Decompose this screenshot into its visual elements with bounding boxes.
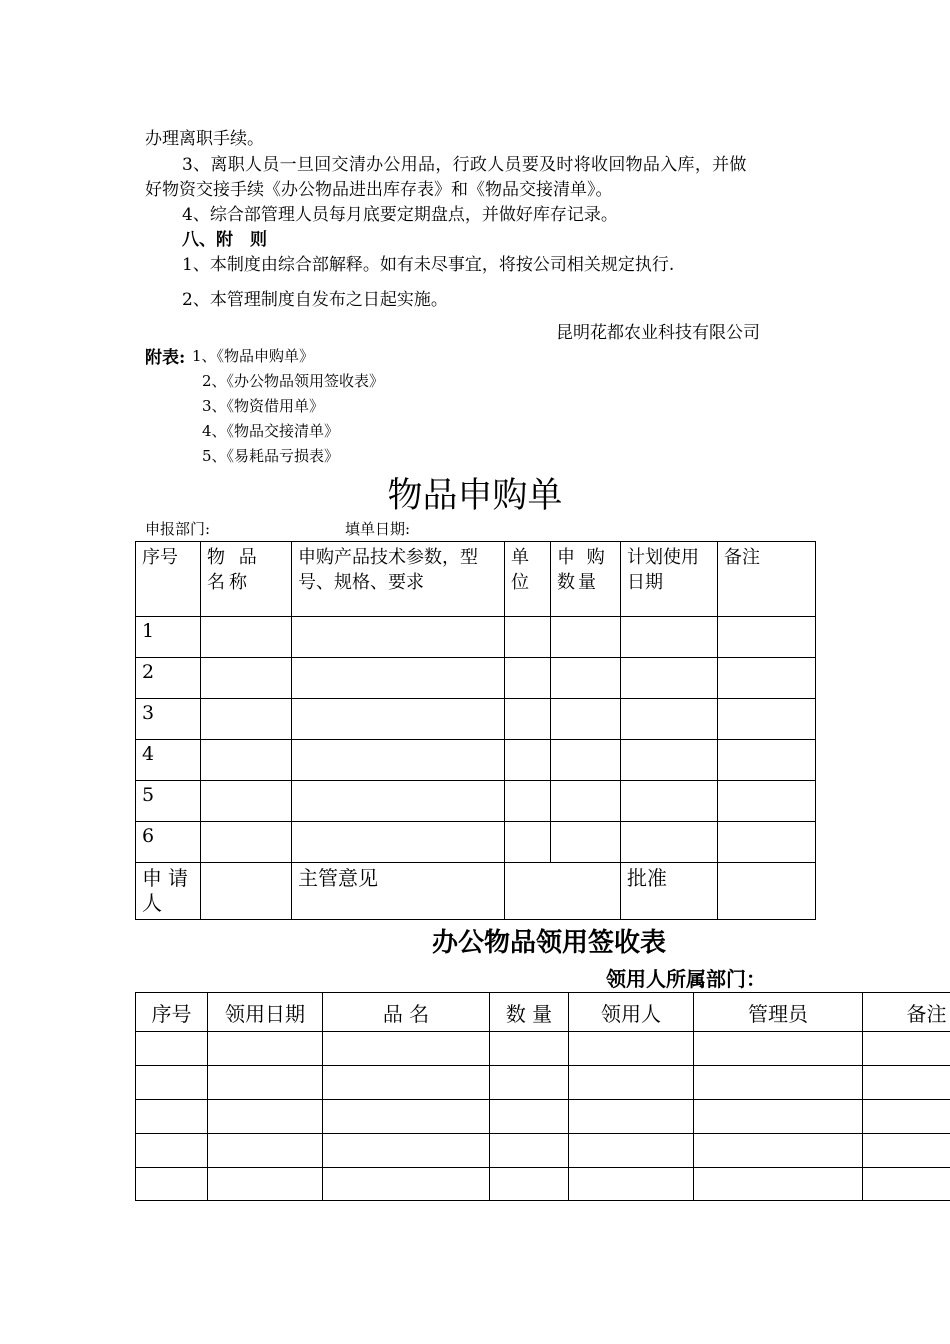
table-cell[interactable]	[490, 1100, 569, 1134]
table-cell[interactable]	[621, 617, 718, 658]
company-name: 昆明花都农业科技有限公司	[556, 323, 760, 343]
table-cell[interactable]	[551, 740, 621, 781]
table-cell[interactable]	[208, 1032, 323, 1066]
body-line: 3、离职人员一旦回交清办公用品，行政人员要及时将收回物品入库，并做	[182, 155, 747, 175]
purchase-form-title: 物品申购单	[387, 476, 563, 516]
header-cell: 单位	[505, 542, 551, 617]
attachments-label: 附表:	[145, 348, 186, 368]
attachment-item: 2、《办公物品领用签收表》	[202, 372, 385, 390]
approval-label: 批准	[621, 863, 718, 920]
table-cell[interactable]	[551, 781, 621, 822]
table-row	[136, 617, 816, 658]
table-cell[interactable]	[292, 822, 505, 863]
table-cell[interactable]	[136, 1168, 208, 1201]
table-cell[interactable]	[569, 1100, 694, 1134]
table-cell[interactable]	[621, 699, 718, 740]
attachment-item: 1、《物品申购单》	[192, 347, 315, 365]
table-cell[interactable]	[136, 1066, 208, 1100]
table-cell[interactable]	[718, 617, 816, 658]
table-cell[interactable]	[490, 1134, 569, 1168]
header-cell: 序号	[136, 542, 201, 617]
table-cell[interactable]	[201, 699, 292, 740]
table-cell[interactable]	[323, 1134, 490, 1168]
table-cell[interactable]	[863, 1134, 950, 1168]
header-cell: 物 品 名称	[201, 542, 292, 617]
table-cell[interactable]	[569, 1168, 694, 1201]
approval-value[interactable]	[718, 863, 816, 920]
table-cell[interactable]	[136, 1134, 208, 1168]
body-line: 办理离职手续。	[145, 129, 264, 149]
table-row	[136, 1168, 950, 1201]
table-cell[interactable]	[718, 699, 816, 740]
table-cell[interactable]	[323, 1066, 490, 1100]
row-number: 1	[136, 617, 201, 658]
header-cell: 申 购数量	[551, 542, 621, 617]
receipt-table	[135, 992, 950, 1201]
row-number: 5	[136, 781, 201, 822]
table-cell[interactable]	[569, 1066, 694, 1100]
table-cell[interactable]	[621, 740, 718, 781]
supervisor-opinion-label: 主管意见	[292, 863, 505, 920]
table-cell[interactable]	[323, 1168, 490, 1201]
table-cell[interactable]	[323, 1032, 490, 1066]
row-number: 3	[136, 699, 201, 740]
table-cell[interactable]	[551, 658, 621, 699]
table-cell[interactable]	[621, 781, 718, 822]
section-heading: 八、附 则	[182, 230, 267, 250]
attachment-item: 4、《物品交接清单》	[202, 422, 340, 440]
header-cell: 品 名	[323, 993, 490, 1032]
body-line: 1、本制度由综合部解释。如有未尽事宜，将按公司相关规定执行.	[182, 255, 675, 275]
table-cell[interactable]	[505, 617, 551, 658]
dept-label: 申报部门:	[145, 520, 211, 538]
header-cell: 管理员	[694, 993, 863, 1032]
table-cell[interactable]	[505, 740, 551, 781]
header-cell: 领用人	[569, 993, 694, 1032]
row-number: 6	[136, 822, 201, 863]
body-line: 2、本管理制度自发布之日起实施。	[182, 290, 448, 310]
table-row	[136, 658, 816, 699]
header-cell: 备注	[863, 993, 950, 1032]
table-cell[interactable]	[490, 1032, 569, 1066]
table-cell[interactable]	[718, 822, 816, 863]
table-cell[interactable]	[551, 822, 621, 863]
table-cell[interactable]	[208, 1168, 323, 1201]
table-cell[interactable]	[694, 1066, 863, 1100]
receiver-dept-label: 领用人所属部门：	[606, 967, 766, 991]
table-cell[interactable]	[136, 1100, 208, 1134]
table-cell[interactable]	[505, 699, 551, 740]
table-cell[interactable]	[569, 1134, 694, 1168]
table-cell[interactable]	[292, 617, 505, 658]
table-cell[interactable]	[292, 740, 505, 781]
table-cell[interactable]	[292, 658, 505, 699]
header-cell: 数 量	[490, 993, 569, 1032]
table-cell[interactable]	[551, 617, 621, 658]
table-row	[136, 1066, 950, 1100]
table-cell[interactable]	[694, 1168, 863, 1201]
table-cell[interactable]	[136, 1032, 208, 1066]
applicant-value[interactable]	[201, 863, 292, 920]
table-header-row	[136, 542, 816, 617]
table-cell[interactable]	[292, 781, 505, 822]
header-cell: 备注	[718, 542, 816, 617]
table-row	[136, 699, 816, 740]
table-cell[interactable]	[694, 1100, 863, 1134]
table-cell[interactable]	[201, 740, 292, 781]
table-cell[interactable]	[863, 1100, 950, 1134]
table-cell[interactable]	[621, 822, 718, 863]
table-cell[interactable]	[694, 1032, 863, 1066]
table-cell[interactable]	[505, 658, 551, 699]
table-cell[interactable]	[863, 1168, 950, 1201]
supervisor-opinion-value[interactable]	[505, 863, 621, 920]
table-cell[interactable]	[292, 699, 505, 740]
header-cell: 序号	[136, 993, 208, 1032]
table-cell[interactable]	[621, 658, 718, 699]
row-number: 4	[136, 740, 201, 781]
receipt-form-title: 办公物品领用签收表	[432, 928, 667, 958]
table-cell[interactable]	[201, 781, 292, 822]
attachment-item: 3、《物资借用单》	[202, 397, 325, 415]
table-cell[interactable]	[694, 1134, 863, 1168]
table-cell[interactable]	[490, 1168, 569, 1201]
table-cell[interactable]	[863, 1032, 950, 1066]
table-row	[136, 781, 816, 822]
table-cell[interactable]	[569, 1032, 694, 1066]
table-cell[interactable]	[208, 1066, 323, 1100]
body-line: 好物资交接手续《办公物品进出库存表》和《物品交接清单》。	[145, 180, 613, 200]
table-cell[interactable]	[718, 740, 816, 781]
table-header-row	[136, 993, 950, 1032]
table-row	[136, 1134, 950, 1168]
header-cell: 计划使用日期	[621, 542, 718, 617]
body-line: 4、综合部管理人员每月底要定期盘点，并做好库存记录。	[182, 205, 618, 225]
table-cell[interactable]	[505, 822, 551, 863]
table-cell[interactable]	[718, 658, 816, 699]
table-cell[interactable]	[201, 822, 292, 863]
table-cell[interactable]	[718, 781, 816, 822]
purchase-table	[135, 541, 816, 920]
table-row	[136, 822, 816, 863]
header-cell: 领用日期	[208, 993, 323, 1032]
table-cell[interactable]	[490, 1066, 569, 1100]
table-cell[interactable]	[323, 1100, 490, 1134]
row-number: 2	[136, 658, 201, 699]
table-cell[interactable]	[551, 699, 621, 740]
table-row	[136, 740, 816, 781]
table-cell[interactable]	[201, 617, 292, 658]
table-cell[interactable]	[208, 1100, 323, 1134]
table-footer-row	[136, 863, 816, 920]
table-row	[136, 1100, 950, 1134]
date-label: 填单日期:	[345, 520, 411, 538]
table-cell[interactable]	[208, 1134, 323, 1168]
table-row	[136, 1032, 950, 1066]
attachment-item: 5、《易耗品亏损表》	[202, 447, 340, 465]
table-cell[interactable]	[505, 781, 551, 822]
header-cell: 申购产品技术参数，型号、规格、要求	[292, 542, 505, 617]
table-cell[interactable]	[863, 1066, 950, 1100]
applicant-label: 申请人	[136, 863, 201, 920]
table-cell[interactable]	[201, 658, 292, 699]
